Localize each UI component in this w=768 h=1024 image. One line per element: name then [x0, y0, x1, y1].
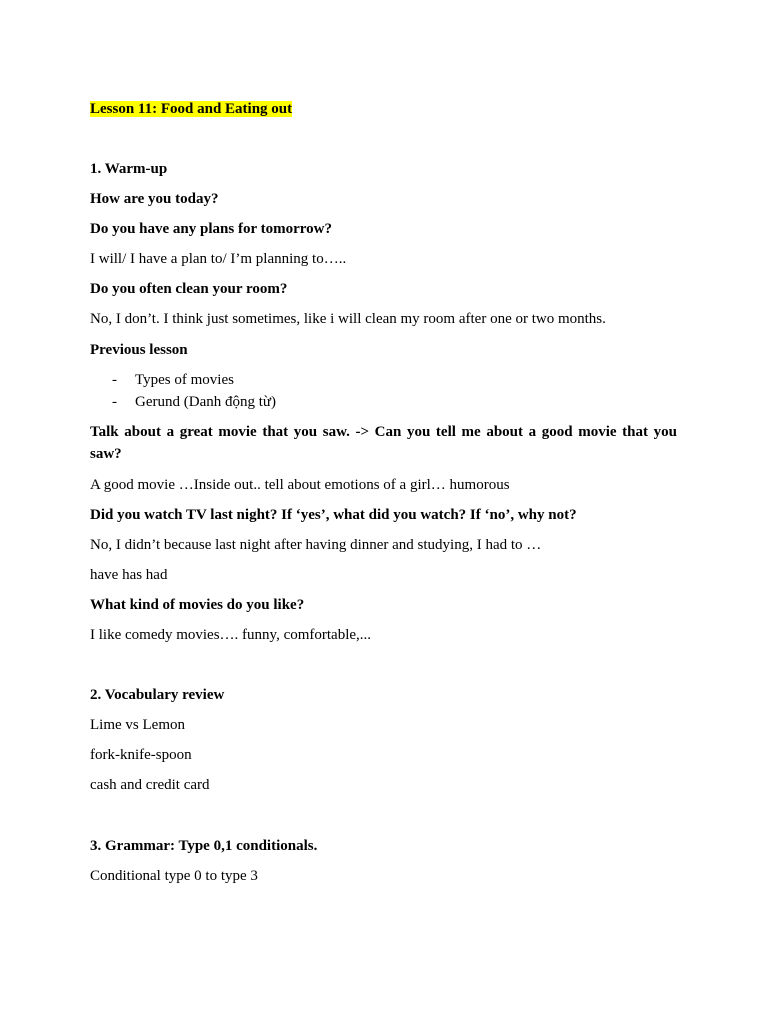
question-watch-tv: Did you watch TV last night? If ‘yes’, what did you watch? If ‘no’, why not?	[90, 507, 577, 523]
answer-great-movie: A good movie …Inside out.. tell about emotions of a girl… humorous	[90, 477, 510, 493]
list-item	[112, 369, 234, 391]
answer-clean-room: No, I don’t. I think just sometimes, like i will clean my room after one or two months.	[90, 311, 606, 327]
question-kind-of-movies: What kind of movies do you like?	[90, 597, 305, 613]
question-plans-tomorrow: Do you have any plans for tomorrow?	[90, 221, 332, 237]
note-have-has-had: have has had	[90, 567, 168, 583]
vocabulary-item: cash and credit card	[90, 777, 210, 793]
lesson-title	[90, 98, 677, 120]
answer-kind-of-movies: I like comedy movies…. funny, comfortable,...	[90, 627, 372, 643]
list-item-text: Gerund (Danh động từ)	[135, 394, 277, 410]
vocabulary-item: Lime vs Lemon	[90, 717, 185, 733]
bullet-dash: -	[112, 372, 117, 388]
answer-plans-tomorrow: I will/ I have a plan to/ I’m planning to…..	[90, 251, 347, 267]
section-heading-vocabulary: 2. Vocabulary review	[90, 687, 225, 703]
grammar-text: Conditional type 0 to type 3	[90, 868, 258, 884]
bullet-dash: -	[112, 394, 117, 410]
section-heading-grammar: 3. Grammar: Type 0,1 conditionals.	[90, 838, 318, 854]
vocabulary-item: fork-knife-spoon	[90, 747, 192, 763]
list-item-text: Types of movies	[135, 372, 234, 388]
section-heading-warm-up: 1. Warm-up	[90, 161, 168, 177]
answer-watch-tv: No, I didn’t because last night after having dinner and studying, I had to …	[90, 537, 542, 553]
question-clean-room: Do you often clean your room?	[90, 281, 288, 297]
lesson-title-highlight: Lesson 11: Food and Eating out	[90, 101, 293, 117]
previous-lesson-label: Previous lesson	[90, 342, 188, 358]
question-great-movie: Talk about a great movie that you saw. -> Can you tell me about a good movie that you saw?	[90, 424, 677, 462]
question-how-are-you: How are you today?	[90, 191, 219, 207]
list-item	[112, 391, 276, 413]
